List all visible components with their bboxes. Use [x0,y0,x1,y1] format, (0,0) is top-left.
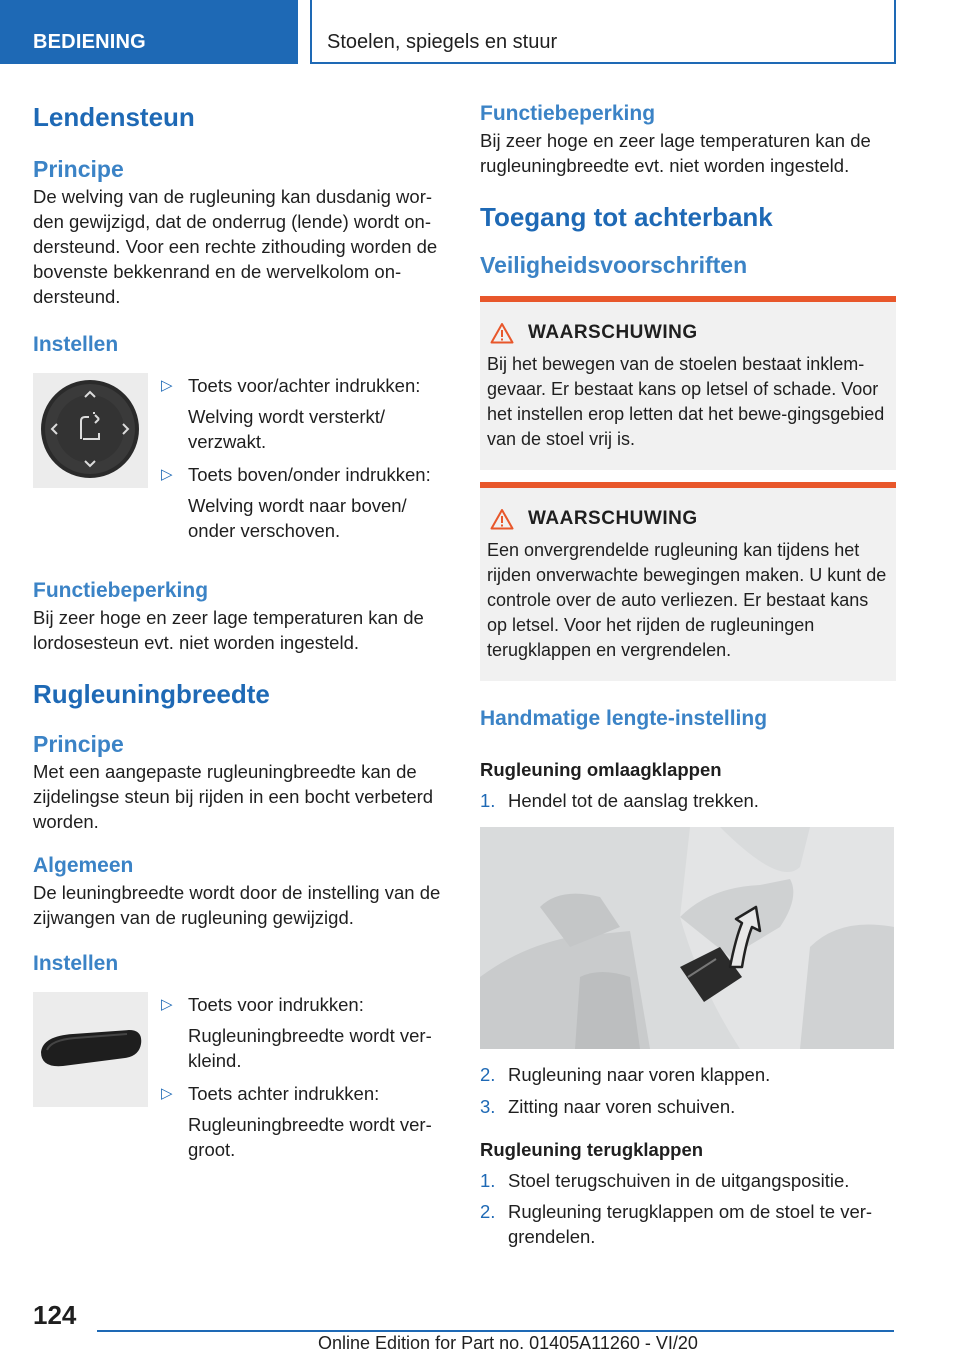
triangle-bullet-icon: ▷ [161,377,173,394]
list-item: 2. Rugleuning terugklappen om de stoel te ver-grendelen. [480,1201,873,1247]
list-item: 1. Hendel tot de aanslag trekken. [480,790,759,811]
triangle-bullet-icon: ▷ [161,1085,173,1102]
triangle-bullet-icon: ▷ [161,996,173,1013]
seat-lever-photo [480,827,894,1049]
width-limit-text: Bij zeer hoge en zeer lage temperaturen kan de rugleuningbreedte evt. niet worden ingesteld. [480,130,871,176]
warning-triangle-icon [490,322,514,344]
warning-text: Een onvergrendelde rugleuning kan tijdens het rijden onverwachte bewegingen maken. U kunt de controle over de auto verliezen. Er bestaat kans op letsel. Voor het rijden de rugleuningen terugklappen en vergrendelen. [487,540,887,660]
lumbar-principle-heading: Principe [33,156,124,182]
footer-divider [97,1330,894,1332]
list-item-result: Welving wordt naar boven/ onder verschoven. [188,495,407,541]
fold-heading: Rugleuning omlaagklappen [480,759,722,780]
warning-triangle-icon [490,508,514,530]
right-column [480,100,896,1249]
lumbar-bullets [161,373,451,543]
chapter-title: Stoelen, spiegels en stuur [327,31,558,53]
lumbar-limit-text: Bij zeer hoge en zeer lage temperaturen kan de lordosesteun evt. niet worden ingesteld. [33,607,424,653]
lumbar-principle-text: De welving van de rugleuning kan dusdanig wor-den gewijzigd, dat de onderrug (lende) wordt on-dersteund. Voor een rechte zithouding worden de bovenste bekkenrand en de wervelkolom on-dersteund. [33,186,438,307]
manual-heading: Handmatige lengte-instelling [480,707,768,730]
list-item: 3. Zitting naar voren schuiven. [480,1096,736,1117]
lumbar-setting [33,373,451,563]
warning-title: WAARSCHUWING [528,322,698,343]
lumbar-heading: Lendensteun [33,102,195,132]
list-item: ▷ Toets voor/achter indrukken: [161,375,421,396]
width-principle-heading: Principe [33,731,124,757]
width-switch-image [33,992,148,1107]
page-number: 124 [33,1300,77,1330]
list-item: 1. Stoel terugschuiven in de uitgangspositie. [480,1170,850,1191]
list-item-result: Welving wordt versterkt/ verzwakt. [188,406,386,452]
width-set-heading: Instellen [33,952,119,975]
access-heading: Toegang tot achterbank [480,202,773,232]
width-general-text: De leuningbreedte wordt door de instelling van de zijwangen van de rugleuning gewijzigd. [33,882,441,928]
width-general-heading: Algemeen [33,854,134,877]
list-item-result: Rugleuningbreedte wordt ver-kleind. [188,1025,432,1071]
warning-box [480,296,896,470]
lumbar-limit-heading: Functiebeperking [33,579,209,602]
width-heading: Rugleuningbreedte [33,679,270,709]
width-limit-heading: Functiebeperking [480,102,656,125]
section-tab [0,0,298,64]
list-item: ▷ Toets voor indrukken: [161,994,364,1015]
list-item-result: Rugleuningbreedte wordt ver-groot. [188,1114,432,1160]
triangle-bullet-icon: ▷ [161,466,173,483]
width-bullets [161,992,451,1162]
list-item: ▷ Toets boven/onder indrukken: [161,464,431,485]
list-item: ▷ Toets achter indrukken: [161,1083,380,1104]
width-setting [33,992,451,1182]
edition-text: Online Edition for Part no. 01405A11260 - VI/20 [318,1333,698,1353]
section-title: BEDIENING [33,31,146,53]
lumbar-switch-image [33,373,148,488]
warning-box [480,482,896,681]
chapter-tab [310,0,896,64]
width-principle-text: Met een aangepaste rugleuningbreedte kan de zijdelingse steun bij rijden in een bocht verbeterd worden. [33,761,434,832]
safety-heading: Veiligheidsvoorschriften [480,252,748,278]
back-heading: Rugleuning terugklappen [480,1139,704,1160]
left-column [33,100,451,1182]
list-item: 2. Rugleuning naar voren klappen. [480,1064,771,1085]
warning-text: Bij het bewegen van de stoelen bestaat inklem-gevaar. Er bestaat kans op letsel of schade. Voor het instellen erop letten dat het bewe-gingsgebied van de stoel vrij is. [487,354,885,449]
warning-title: WAARSCHUWING [528,508,698,529]
lumbar-set-heading: Instellen [33,333,119,356]
